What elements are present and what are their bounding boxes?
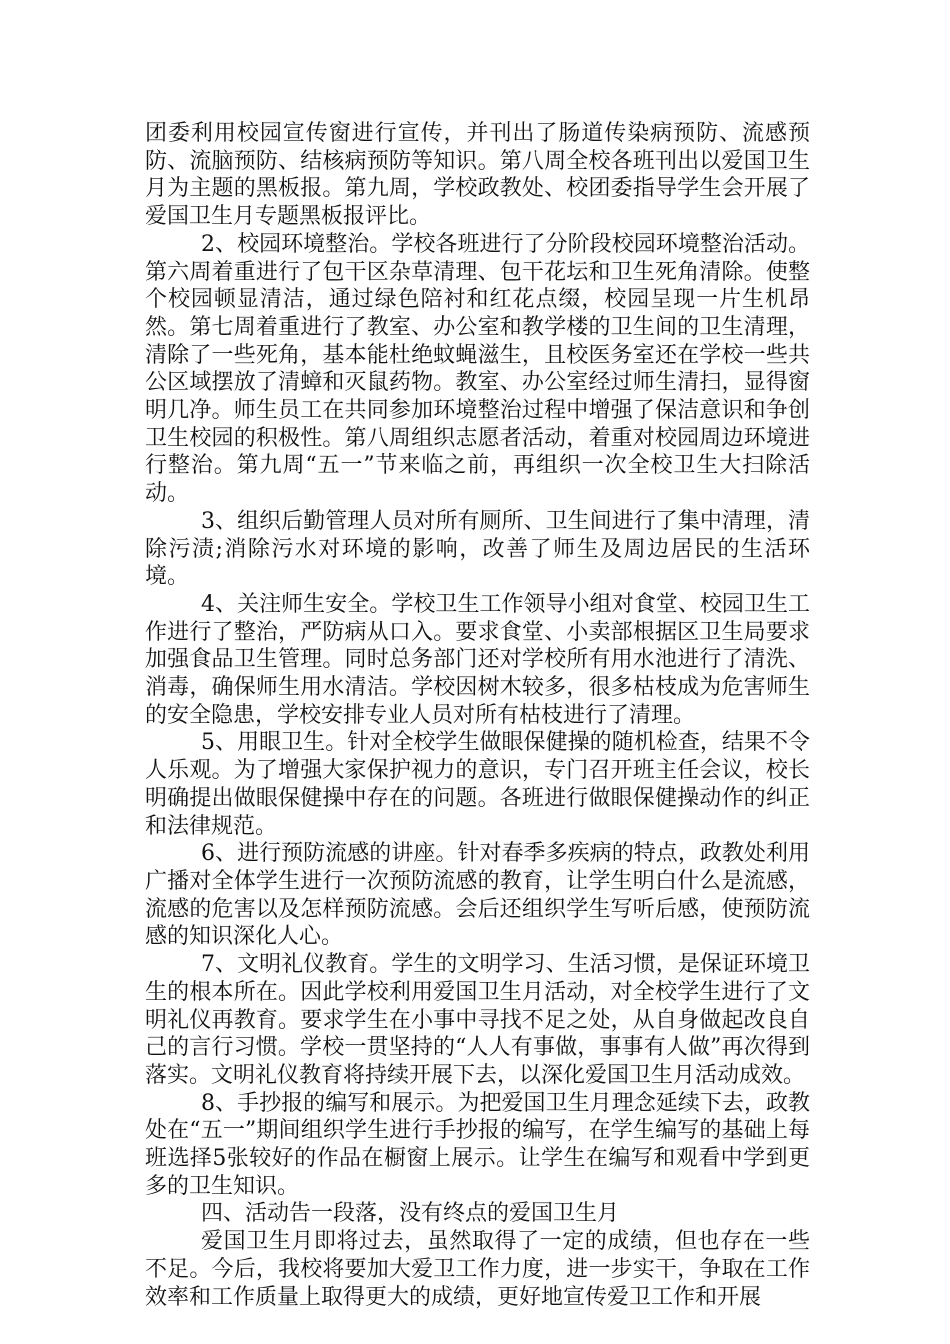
paragraph-1: 团委利用校园宣传窗进行宣传，并刊出了肠道传染病预防、流感预防、流脑预防、结核病预防等知识。第八周全校各班刊出以爱国卫生月为主题的黑板报。第九周，学校政教处、校团委指导学生会开展了爱国卫生月专题黑板报评比。 — [145, 121, 810, 230]
paragraph-6: 6、进行预防流感的讲座。针对春季多疾病的特点，政教处利用广播对全体学生进行一次预防流感的教育，让学生明白什么是流感，流感的危害以及怎样预防流感。会后还组织学生写听后感，使预防流感的知识深化人心。 — [145, 841, 810, 950]
paragraph-4: 4、关注师生安全。学校卫生工作领导小组对食堂、校园卫生工作进行了整治，严防病从口入。要求食堂、小卖部根据区卫生局要求加强食品卫生管理。同时总务部门还对学校所有用水池进行了清洗、消毒，确保师生用水清洁。学校因树木较多，很多枯枝成为危害师生的安全隐患，学校安排专业人员对所有枯枝进行了清理。 — [145, 591, 810, 728]
section-heading-4: 四、活动告一段落，没有终点的爱国卫生月 — [201, 1201, 620, 1227]
paragraph-8: 8、手抄报的编写和展示。为把爱国卫生月理念延续下去，政教处在“五一”期间组织学生进行手抄报的编写，在学生编写的基础上每班选择5张较好的作品在橱窗上展示。让学生在编写和观看中学到更多的卫生知识。 — [145, 1090, 810, 1199]
paragraph-2: 2、校园环境整治。学校各班进行了分阶段校园环境整治活动。第六周着重进行了包干区杂草清理、包干花坛和卫生死角清除。使整个校园顿显清洁，通过绿色陪衬和红花点缀，校园呈现一片生机昂然。第七周着重进行了教室、办公室和教学楼的卫生间的卫生清理，清除了一些死角，基本能杜绝蚊蝇滋生，且校医务室还在学校一些共公区域摆放了清蟑和灭鼠药物。教室、办公室经过师生清扫，显得窗明几净。师生员工在共同参加环境整治过程中增强了保洁意识和争创卫生校园的积极性。第八周组织志愿者活动，着重对校园周边环境进行整治。第九周“五一”节来临之前，再组织一次全校卫生大扫除活动。 — [145, 231, 810, 507]
paragraph-7: 7、文明礼仪教育。学生的文明学习、生活习惯，是保证环境卫生的根本所在。因此学校利用爱国卫生月活动，对全校学生进行了文明礼仪再教育。要求学生在小事中寻找不足之处，从自身做起改良自己的言行习惯。学校一贯坚持的“人人有事做，事事有人做”再次得到落实。文明礼仪教育将持续开展下去，以深化爱国卫生月活动成效。 — [145, 952, 810, 1088]
paragraph-3: 3、组织后勤管理人员对所有厕所、卫生间进行了集中清理，清除污渍;消除污水对环境的影响，改善了师生及周边居民的生活环境。 — [145, 508, 810, 590]
paragraph-5: 5、用眼卫生。针对全校学生做眼保健操的随机检查，结果不令人乐观。为了增强大家保护视力的意识，专门召开班主任会议，校长明确提出做眼保健操中存在的问题。各班进行做眼保健操动作的纠正和法律规范。 — [145, 730, 810, 839]
paragraph-9: 爱国卫生月即将过去，虽然取得了一定的成绩，但也存在一些不足。今后，我校将要加大爱卫工作力度，进一步实干，争取在工作效率和工作质量上取得更大的成绩，更好地宣传爱卫工作和开展 — [145, 1229, 810, 1310]
document-body — [145, 120, 810, 1311]
